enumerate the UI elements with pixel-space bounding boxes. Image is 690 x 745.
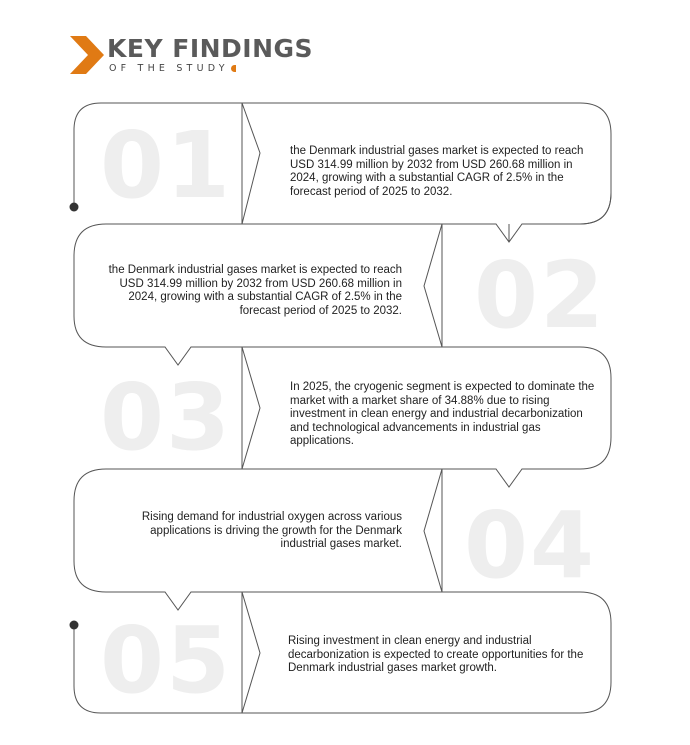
page-subtitle: OF THE STUDY bbox=[109, 63, 236, 74]
page-title: KEY FINDINGS bbox=[107, 34, 314, 63]
finding-text-01: the Denmark industrial gases market is expected to reach USD 314.99 million by 2032 from USD 260.68 million in 2024, growing with a substantial CAGR of 2.5% in the forecast period of 2025 to 2032. bbox=[290, 145, 584, 198]
finding-text-04: Rising demand for industrial oxygen across various applications is driving the growth for the Denmark industrial gases market. bbox=[141, 511, 402, 550]
finding-text-02: the Denmark industrial gases market is expected to reach USD 314.99 million by 2032 from USD 260.68 million in 2024, growing with a substantial CAGR of 2.5% in the forecast period of 2025 to 2032. bbox=[108, 264, 402, 317]
finding-text-05: Rising investment in clean energy and industrial decarbonization is expected to create opportunities for the Denmark industrial gases market growth. bbox=[288, 635, 584, 674]
finding-number-04: 04 bbox=[464, 492, 597, 599]
timeline-dot-end bbox=[70, 621, 79, 630]
timeline-dot-start bbox=[70, 203, 79, 212]
finding-number-01: 01 bbox=[100, 112, 233, 219]
finding-number-03: 03 bbox=[100, 364, 233, 471]
finding-text-03: In 2025, the cryogenic segment is expected to dominate the market with a market share of 34.88% due to rising investment in clean energy and industrial decarbonization and technological advancements in industrial gas applications. bbox=[290, 381, 595, 447]
finding-number-05: 05 bbox=[100, 607, 233, 714]
finding-number-02: 02 bbox=[474, 242, 607, 349]
